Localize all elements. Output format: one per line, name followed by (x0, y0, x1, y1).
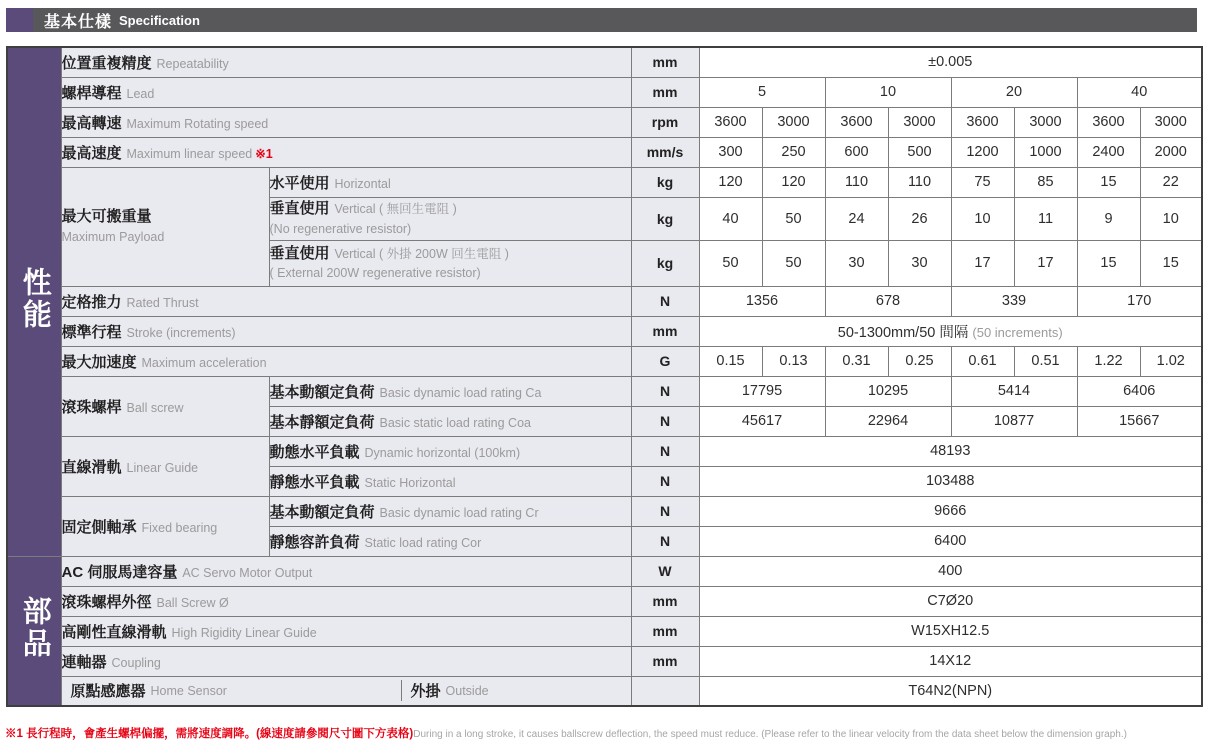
value-cell: 0.51 (1014, 346, 1077, 376)
label-repeatability: 位置重複精度 Repeatability (61, 47, 631, 77)
unit-cell: kg (631, 240, 699, 286)
value-cell: 400 (699, 556, 1202, 586)
unit-cell: mm (631, 586, 699, 616)
value-cell: 0.15 (699, 346, 762, 376)
header-title-bar (33, 8, 1197, 32)
value-cell: 3000 (762, 107, 825, 137)
value-cell: 15 (1077, 240, 1140, 286)
value-cell: 85 (1014, 167, 1077, 197)
value-cell: 11 (1014, 197, 1077, 240)
value-cell: 110 (825, 167, 888, 197)
value-cell: 300 (699, 137, 762, 167)
spec-table-container (6, 46, 1203, 707)
unit-cell: N (631, 496, 699, 526)
value-cell: 678 (825, 286, 951, 316)
value-cell: 120 (762, 167, 825, 197)
value-cell: 14X12 (699, 646, 1202, 676)
value-cell: 3000 (1014, 107, 1077, 137)
value-cell: 15 (1077, 167, 1140, 197)
label-servo-output: AC 伺服馬達容量 AC Servo Motor Output (61, 556, 631, 586)
unit-cell: N (631, 526, 699, 556)
value-cell: 40 (1077, 77, 1202, 107)
value-cell: 17 (1014, 240, 1077, 286)
value-cell: 5414 (951, 376, 1077, 406)
page-title-en: Specification (119, 12, 200, 28)
page-title-zh: 基本仕樣 (44, 13, 113, 31)
unit-cell: mm/s (631, 137, 699, 167)
label-payload: 最大可搬重量 Maximum Payload (61, 167, 269, 286)
value-cell: 48193 (699, 436, 1202, 466)
value-cell: 9666 (699, 496, 1202, 526)
label-ballscrew: 滾珠螺桿 Ball screw (61, 376, 269, 436)
value-cell: 0.31 (825, 346, 888, 376)
unit-cell: mm (631, 616, 699, 646)
value-cell: W15XH12.5 (699, 616, 1202, 646)
value-cell: 26 (888, 197, 951, 240)
value-cell: 20 (951, 77, 1077, 107)
value-cell: 40 (699, 197, 762, 240)
header-accent-square (6, 8, 33, 32)
value-cell: 1000 (1014, 137, 1077, 167)
unit-cell: W (631, 556, 699, 586)
value-cell: C7Ø20 (699, 586, 1202, 616)
label-rated-thrust: 定格推力 Rated Thrust (61, 286, 631, 316)
section-label-performance (7, 47, 61, 556)
label-ballscrew-dynamic: 基本動額定負荷 Basic dynamic load rating Ca (269, 376, 631, 406)
label-linear-speed: 最高速度 Maximum linear speed ※1 (61, 137, 631, 167)
row-rated-thrust (7, 286, 1202, 316)
label-linearguide: 直線滑軌 Linear Guide (61, 436, 269, 496)
row-lead (7, 77, 1202, 107)
unit-cell: N (631, 466, 699, 496)
unit-cell: G (631, 346, 699, 376)
unit-cell: kg (631, 197, 699, 240)
unit-cell: mm (631, 47, 699, 77)
value-cell: 0.61 (951, 346, 1014, 376)
unit-cell: rpm (631, 107, 699, 137)
row-linear-speed (7, 137, 1202, 167)
value-cell: 3600 (1077, 107, 1140, 137)
unit-cell: N (631, 286, 699, 316)
value-cell: 339 (951, 286, 1077, 316)
row-home-sensor (7, 676, 1202, 706)
label-fixedbearing: 固定側軸承 Fixed bearing (61, 496, 269, 556)
section-parts-text: 部品 (18, 596, 51, 661)
row-rigid-guide (7, 616, 1202, 646)
value-cell: 103488 (699, 466, 1202, 496)
unit-cell: N (631, 406, 699, 436)
label-payload-vertical-extregen: 垂直使用 Vertical ( 外掛 200W 回生電阻 ) ( External 200W regenerative resistor) (269, 240, 631, 286)
footnote-marker: ※1 (255, 146, 273, 161)
label-payload-vertical-noregen: 垂直使用 Vertical ( 無回生電阻 ) (No regenerative resistor) (269, 197, 631, 240)
spec-table (6, 46, 1203, 707)
label-coupling: 連軸器 Coupling (61, 646, 631, 676)
label-fixedbearing-static: 靜態容許負荷 Static load rating Cor (269, 526, 631, 556)
row-ballscrew-diameter (7, 586, 1202, 616)
value-cell: 17 (951, 240, 1014, 286)
unit-cell-empty (631, 676, 699, 706)
unit-cell: mm (631, 316, 699, 346)
value-cell: 1356 (699, 286, 825, 316)
value-cell: 500 (888, 137, 951, 167)
row-repeatability (7, 47, 1202, 77)
footnote-zh: ※1 長行程時，會產生螺桿偏擺，需將速度調降。(線速度請參閱尺寸圖下方表格) (5, 728, 414, 740)
value-cell: 1200 (951, 137, 1014, 167)
row-servo-output (7, 556, 1202, 586)
footnote-en: During in a long stroke, it causes ballscrew deflection, the speed must reduce. (Please refer to the linear velocity from the data sheet below the dimension graph.) (413, 729, 1127, 740)
unit-cell: N (631, 376, 699, 406)
value-cell: 170 (1077, 286, 1202, 316)
footnote (5, 724, 1205, 742)
value-stroke: 50-1300mm/50 間隔 (50 increments) (699, 316, 1202, 346)
value-cell: 6400 (699, 526, 1202, 556)
value-cell: 6406 (1077, 376, 1202, 406)
value-cell: 45617 (699, 406, 825, 436)
value-cell: 22964 (825, 406, 951, 436)
value-cell: 15667 (1077, 406, 1202, 436)
value-cell: 17795 (699, 376, 825, 406)
row-stroke (7, 316, 1202, 346)
value-cell: 250 (762, 137, 825, 167)
value-cell: 10877 (951, 406, 1077, 436)
label-home-sensor (61, 676, 631, 706)
value-cell: 3000 (1140, 107, 1202, 137)
label-stroke: 標準行程 Stroke (increments) (61, 316, 631, 346)
label-rotating-speed: 最高轉速 Maximum Rotating speed (61, 107, 631, 137)
unit-cell: mm (631, 646, 699, 676)
unit-cell: mm (631, 77, 699, 107)
value-cell: 10 (1140, 197, 1202, 240)
value-cell: 75 (951, 167, 1014, 197)
row-ballscrew-dynamic (7, 376, 1202, 406)
label-rigid-guide: 高剛性直線滑軌 High Rigidity Linear Guide (61, 616, 631, 646)
label-fixedbearing-dynamic: 基本動額定負荷 Basic dynamic load rating Cr (269, 496, 631, 526)
row-rotating-speed (7, 107, 1202, 137)
value-cell: 10295 (825, 376, 951, 406)
value-cell: 24 (825, 197, 888, 240)
value-cell: 3600 (699, 107, 762, 137)
value-cell: 30 (825, 240, 888, 286)
row-fixedbearing-dynamic (7, 496, 1202, 526)
section-label-parts (7, 556, 61, 706)
value-cell: 2400 (1077, 137, 1140, 167)
value-cell: 50 (762, 197, 825, 240)
label-linearguide-static: 靜態水平負載 Static Horizontal (269, 466, 631, 496)
label-linearguide-dynamic: 動態水平負載 Dynamic horizontal (100km) (269, 436, 631, 466)
value-repeatability: ±0.005 (699, 47, 1202, 77)
value-cell: 50 (762, 240, 825, 286)
value-cell: 50 (699, 240, 762, 286)
value-cell: 120 (699, 167, 762, 197)
label-acceleration: 最大加速度 Maximum acceleration (61, 346, 631, 376)
row-linearguide-dynamic (7, 436, 1202, 466)
value-cell: 3600 (951, 107, 1014, 137)
value-cell: 110 (888, 167, 951, 197)
value-cell: 0.25 (888, 346, 951, 376)
value-cell: 5 (699, 77, 825, 107)
value-cell: 3000 (888, 107, 951, 137)
row-payload-horizontal (7, 167, 1202, 197)
label-ballscrew-static: 基本靜額定負荷 Basic static load rating Coa (269, 406, 631, 436)
label-payload-horizontal: 水平使用 Horizontal (269, 167, 631, 197)
unit-cell: N (631, 436, 699, 466)
label-home-sensor-sub: 外掛 Outside (410, 683, 489, 701)
value-cell: 22 (1140, 167, 1202, 197)
value-cell: 1.22 (1077, 346, 1140, 376)
row-coupling (7, 646, 1202, 676)
value-cell: 0.13 (762, 346, 825, 376)
label-ballscrew-diameter: 滾珠螺桿外徑 Ball Screw Ø (61, 586, 631, 616)
section-performance-text: 性能 (18, 267, 51, 332)
value-cell: 10 (951, 197, 1014, 240)
row-acceleration (7, 346, 1202, 376)
unit-cell: kg (631, 167, 699, 197)
value-cell: 600 (825, 137, 888, 167)
label-home-sensor-main: 原點感應器 Home Sensor (62, 680, 402, 701)
value-cell: 15 (1140, 240, 1202, 286)
label-lead: 螺桿導程 Lead (61, 77, 631, 107)
value-cell: 3600 (825, 107, 888, 137)
value-cell: T64N2(NPN) (699, 676, 1202, 706)
value-cell: 30 (888, 240, 951, 286)
value-cell: 1.02 (1140, 346, 1202, 376)
value-cell: 9 (1077, 197, 1140, 240)
value-cell: 10 (825, 77, 951, 107)
section-header (6, 8, 1197, 32)
value-cell: 2000 (1140, 137, 1202, 167)
